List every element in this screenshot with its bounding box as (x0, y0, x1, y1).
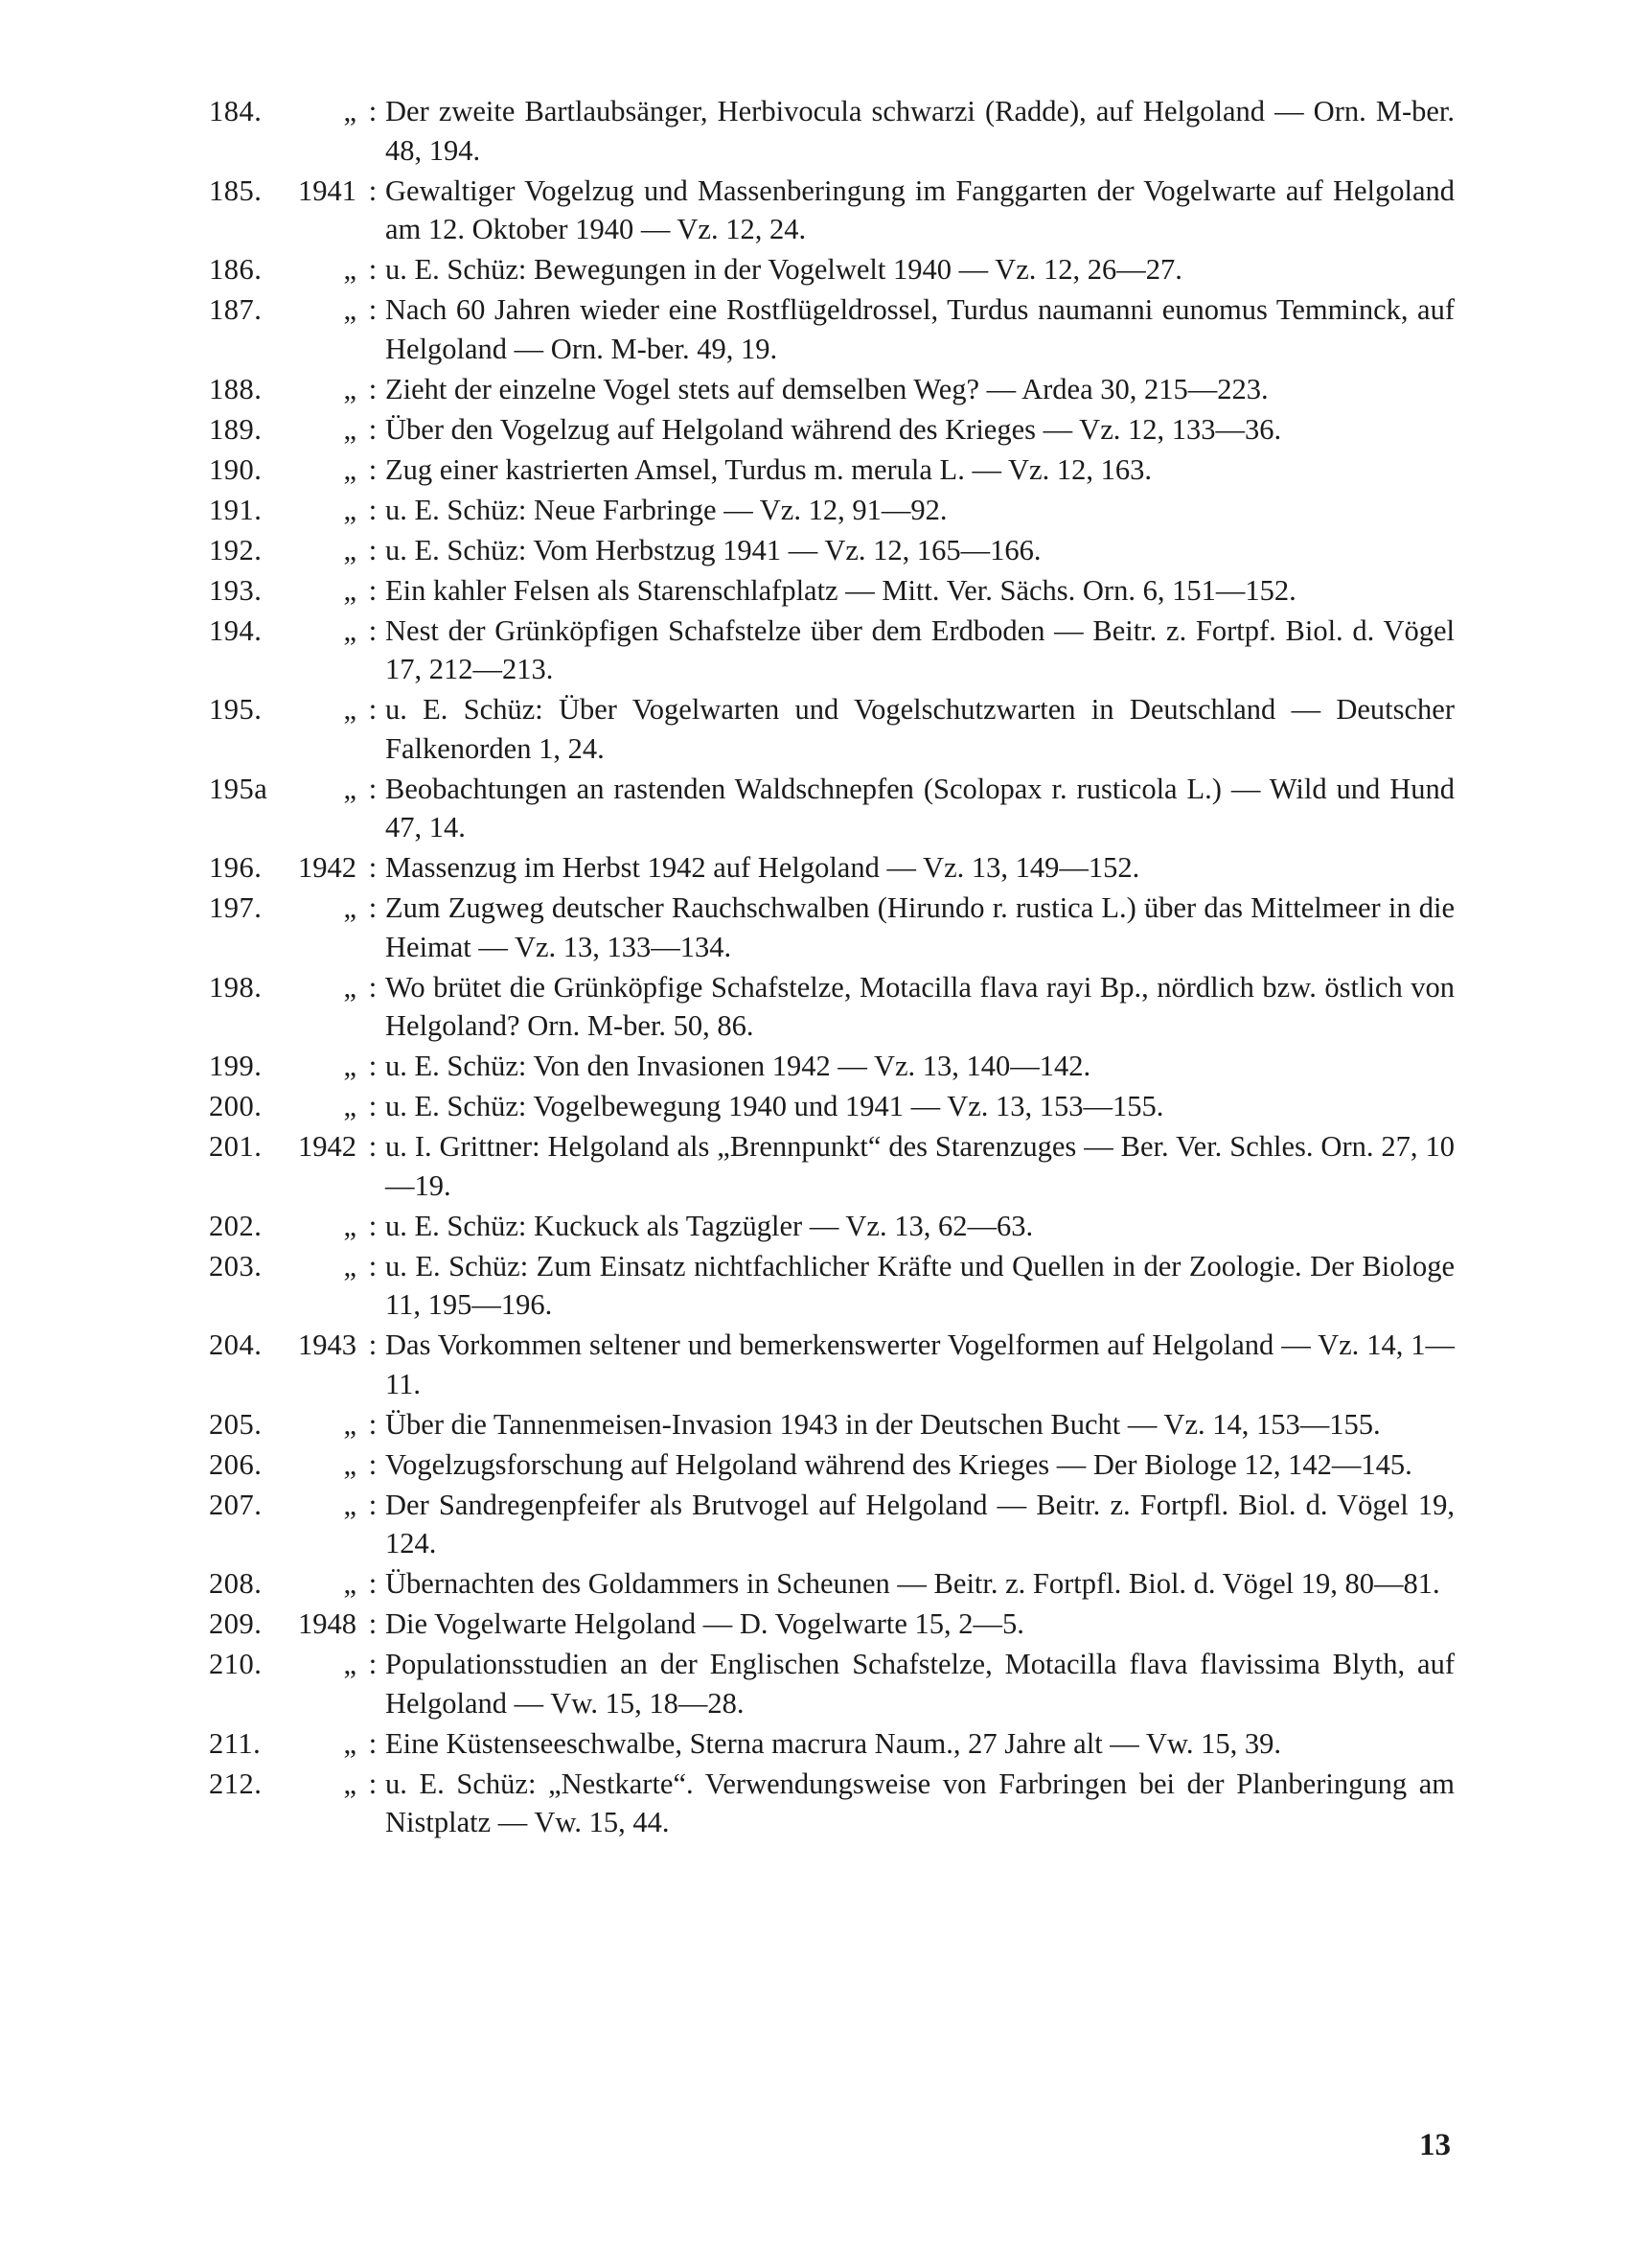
entry-colon: : (368, 1726, 378, 1760)
list-item (209, 290, 1455, 368)
entry-year: „ (343, 1249, 356, 1282)
entry-number: 188. (209, 372, 263, 405)
entry-number: 192. (209, 533, 263, 566)
entry-number: 195. (209, 693, 263, 726)
list-item (209, 770, 1455, 847)
entry-year: 1942 (298, 1130, 356, 1163)
list-item (209, 250, 1455, 289)
entry-text: Vogelzugsforschung auf Helgoland während des Krieges — Der Biologe 12, 142—145. (385, 1447, 1412, 1481)
entry-colon: : (368, 372, 378, 405)
entry-colon: : (368, 1648, 378, 1680)
entry-colon: : (368, 173, 378, 207)
entry-year: „ (343, 1767, 356, 1800)
entry-colon: : (368, 693, 378, 726)
entry-number: 208. (209, 1567, 263, 1600)
entry-colon: : (368, 412, 378, 446)
entry-year: „ (343, 1209, 356, 1242)
list-item (209, 612, 1455, 689)
entry-colon: : (368, 1130, 378, 1163)
list-item (209, 370, 1455, 409)
entry-year: „ (343, 95, 356, 127)
entry-year: 1948 (298, 1607, 356, 1640)
entry-colon: : (368, 1249, 378, 1282)
entry-number: 199. (209, 1050, 263, 1082)
entry-text: Über die Tannenmeisen-Invasion 1943 in der Deutschen Bucht — Vz. 14, 153—155. (385, 1407, 1381, 1441)
entry-text: Zug einer kastrierten Amsel, Turdus m. merula L. — Vz. 12, 163. (385, 452, 1152, 486)
entry-number: 184. (209, 95, 263, 127)
entry-colon: : (368, 1407, 378, 1441)
list-item (209, 450, 1455, 490)
entry-colon: : (368, 1488, 378, 1521)
entry-number: 205. (209, 1407, 263, 1441)
entry-year: „ (343, 452, 356, 486)
entry-year: „ (343, 1488, 356, 1521)
list-item (209, 690, 1455, 768)
entry-text: Zieht der einzelne Vogel stets auf demselben Weg? — Ardea 30, 215—223. (385, 372, 1269, 405)
entry-number: 185. (209, 173, 263, 207)
entry-number: 198. (209, 970, 263, 1004)
list-item (209, 1605, 1455, 1644)
entry-number: 204. (209, 1328, 263, 1361)
entry-text: u. E. Schüz: Kuckuck als Tagzügler — Vz. 13, 62—63. (385, 1209, 1034, 1242)
list-item (209, 92, 1455, 170)
entry-text: Beobachtungen an rastenden Waldschnepfen (Scolopax r. rusticola L.) — Wild und Hund 47, 14. (385, 772, 1455, 843)
entry-text: u. I. Grittner: Helgoland als „Brennpunkt“ des Starenzuges — Ber. Ver. Schles. Orn. 27, 10—19. (385, 1130, 1455, 1202)
entry-colon: : (368, 1607, 378, 1640)
entry-number: 196. (209, 851, 263, 884)
entry-year: „ (343, 1726, 356, 1760)
entry-number: 186. (209, 253, 263, 286)
list-item (209, 848, 1455, 888)
entry-year: „ (343, 693, 356, 726)
entry-number: 210. (209, 1648, 263, 1680)
entry-colon: : (368, 573, 378, 607)
entry-text: Der zweite Bartlaubsänger, Herbivocula schwarzi (Radde), auf Helgoland — Orn. M-ber. 48, 194. (385, 95, 1455, 167)
entry-year: „ (343, 493, 356, 526)
entry-year: „ (343, 533, 356, 566)
entry-text: Das Vorkommen seltener und bemerkenswerter Vogelformen auf Helgoland — Vz. 14, 1—11. (385, 1328, 1455, 1400)
entry-text: u. E. Schüz: Über Vogelwarten und Vogelschutzwarten in Deutschland — Deutscher Falkenorden 1, 24. (385, 693, 1455, 765)
entry-year: 1941 (298, 173, 356, 207)
entry-number: 209. (209, 1607, 263, 1640)
entry-colon: : (368, 851, 378, 884)
entry-colon: : (368, 95, 378, 127)
list-item (209, 1047, 1455, 1086)
entry-text: Massenzug im Herbst 1942 auf Helgoland — Vz. 13, 149—152. (385, 851, 1140, 884)
entry-text: Übernachten des Goldammers in Scheunen — Beitr. z. Fortpfl. Biol. d. Vögel 19, 80—81. (385, 1567, 1440, 1600)
list-item (209, 1207, 1455, 1246)
list-item (209, 571, 1455, 611)
entry-year: „ (343, 613, 356, 647)
entry-colon: : (368, 891, 378, 924)
entry-number: 193. (209, 573, 263, 607)
list-item (209, 1087, 1455, 1126)
entry-text: Die Vogelwarte Helgoland — D. Vogelwarte 15, 2—5. (385, 1607, 1024, 1640)
list-item (209, 1405, 1455, 1444)
entry-colon: : (368, 613, 378, 647)
list-item (209, 1765, 1455, 1842)
entry-year: „ (343, 1407, 356, 1441)
entry-colon: : (368, 1447, 378, 1481)
entry-text: u. E. Schüz: Vom Herbstzug 1941 — Vz. 12, 165—166. (385, 533, 1042, 566)
list-item (209, 1486, 1455, 1563)
list-item (209, 531, 1455, 570)
entry-text: u. E. Schüz: Zum Einsatz nichtfachlicher Kräfte und Quellen in der Zoologie. Der Biologe 11, 195—196. (385, 1249, 1455, 1321)
entry-year: „ (343, 891, 356, 924)
entry-number: 200. (209, 1090, 263, 1122)
entry-text: Zum Zugweg deutscher Rauchschwalben (Hirundo r. rustica L.) über das Mittelmeer in die Heimat — Vz. 13, 133—134. (385, 891, 1455, 963)
entry-number: 212. (209, 1767, 263, 1800)
entry-year: „ (343, 970, 356, 1004)
list-item (209, 1645, 1455, 1722)
entry-colon: : (368, 1767, 378, 1800)
entry-number: 201. (209, 1130, 263, 1163)
entry-year: 1942 (298, 851, 356, 884)
entry-colon: : (368, 1328, 378, 1361)
entry-number: 194. (209, 613, 263, 647)
list-item (209, 172, 1455, 249)
entry-colon: : (368, 1090, 378, 1122)
bibliography-list (209, 92, 1455, 1842)
entry-text: Nach 60 Jahren wieder eine Rostflügeldrossel, Turdus naumanni eunomus Temminck, auf Helgoland — Orn. M-ber. 49, 19. (385, 293, 1455, 365)
entry-colon: : (368, 493, 378, 526)
list-item (209, 968, 1455, 1046)
entry-colon: : (368, 772, 378, 805)
page-number: 13 (1419, 2128, 1451, 2162)
entry-number: 187. (209, 293, 263, 326)
entry-year: „ (343, 573, 356, 607)
list-item (209, 1445, 1455, 1485)
entry-number: 189. (209, 412, 263, 446)
entry-text: u. E. Schüz: Neue Farbringe — Vz. 12, 91—92. (385, 493, 948, 526)
entry-year: „ (343, 293, 356, 326)
entry-text: u. E. Schüz: Vogelbewegung 1940 und 1941 — Vz. 13, 153—155. (385, 1090, 1164, 1122)
list-item (209, 1127, 1455, 1205)
entry-colon: : (368, 1209, 378, 1242)
list-item (209, 410, 1455, 450)
entry-year: „ (343, 1648, 356, 1680)
entry-number: 203. (209, 1249, 263, 1282)
entry-year: „ (343, 1050, 356, 1082)
entry-colon: : (368, 1567, 378, 1600)
list-item (209, 491, 1455, 530)
entry-colon: : (368, 533, 378, 566)
entry-text: Eine Küstenseeschwalbe, Sterna macrura Naum., 27 Jahre alt — Vw. 15, 39. (385, 1726, 1282, 1760)
entry-colon: : (368, 253, 378, 286)
entry-year: „ (343, 1090, 356, 1122)
entry-colon: : (368, 452, 378, 486)
entry-year: „ (343, 253, 356, 286)
entry-number: 190. (209, 452, 263, 486)
entry-colon: : (368, 970, 378, 1004)
entry-text: Populationsstudien an der Englischen Schafstelze, Motacilla flava flavissima Blyth, auf Helgoland — Vw. 15, 18—28. (385, 1648, 1455, 1720)
list-item (209, 1564, 1455, 1604)
entry-year: „ (343, 1567, 356, 1600)
entry-year: „ (343, 372, 356, 405)
entry-colon: : (368, 1050, 378, 1082)
entry-number: 207. (209, 1488, 263, 1521)
entry-number: 191. (209, 493, 263, 526)
entry-year: „ (343, 412, 356, 446)
entry-colon: : (368, 293, 378, 326)
entry-text: u. E. Schüz: „Nestkarte“. Verwendungsweise von Farbringen bei der Planberingung am Nistplatz — Vw. 15, 44. (385, 1767, 1455, 1838)
list-item (209, 1247, 1455, 1325)
entry-year: „ (343, 1447, 356, 1481)
entry-text: Gewaltiger Vogelzug und Massenberingung im Fanggarten der Vogelwarte auf Helgoland am 12. Oktober 1940 — Vz. 12, 24. (385, 173, 1455, 245)
entry-number: 202. (209, 1209, 263, 1242)
list-item (209, 1724, 1455, 1764)
entry-text: u. E. Schüz: Bewegungen in der Vogelwelt 1940 — Vz. 12, 26—27. (385, 253, 1182, 286)
entry-text: Über den Vogelzug auf Helgoland während des Krieges — Vz. 12, 133—36. (385, 412, 1282, 446)
entry-text: Der Sandregenpfeifer als Brutvogel auf Helgoland — Beitr. z. Fortpfl. Biol. d. Vögel 19, 124. (385, 1488, 1455, 1559)
entry-text: Ein kahler Felsen als Starenschlafplatz — Mitt. Ver. Sächs. Orn. 6, 151—152. (385, 573, 1296, 607)
entry-text: u. E. Schüz: Von den Invasionen 1942 — Vz. 13, 140—142. (385, 1050, 1091, 1082)
entry-text: Nest der Grünköpfigen Schafstelze über dem Erdboden — Beitr. z. Fortpf. Biol. d. Vögel 17, 212—213. (385, 613, 1455, 685)
entry-number: 195a (209, 772, 268, 805)
entry-text: Wo brütet die Grünköpfige Schafstelze, Motacilla flava rayi Bp., nördlich bzw. östlich von Helgoland? Orn. M-ber. 50, 86. (385, 970, 1455, 1042)
list-item (209, 1326, 1455, 1403)
entry-number: 211. (209, 1726, 262, 1760)
entry-year: „ (343, 772, 356, 805)
entry-number: 206. (209, 1447, 263, 1481)
entry-number: 197. (209, 891, 263, 924)
entry-year: 1943 (298, 1328, 356, 1361)
list-item (209, 889, 1455, 966)
